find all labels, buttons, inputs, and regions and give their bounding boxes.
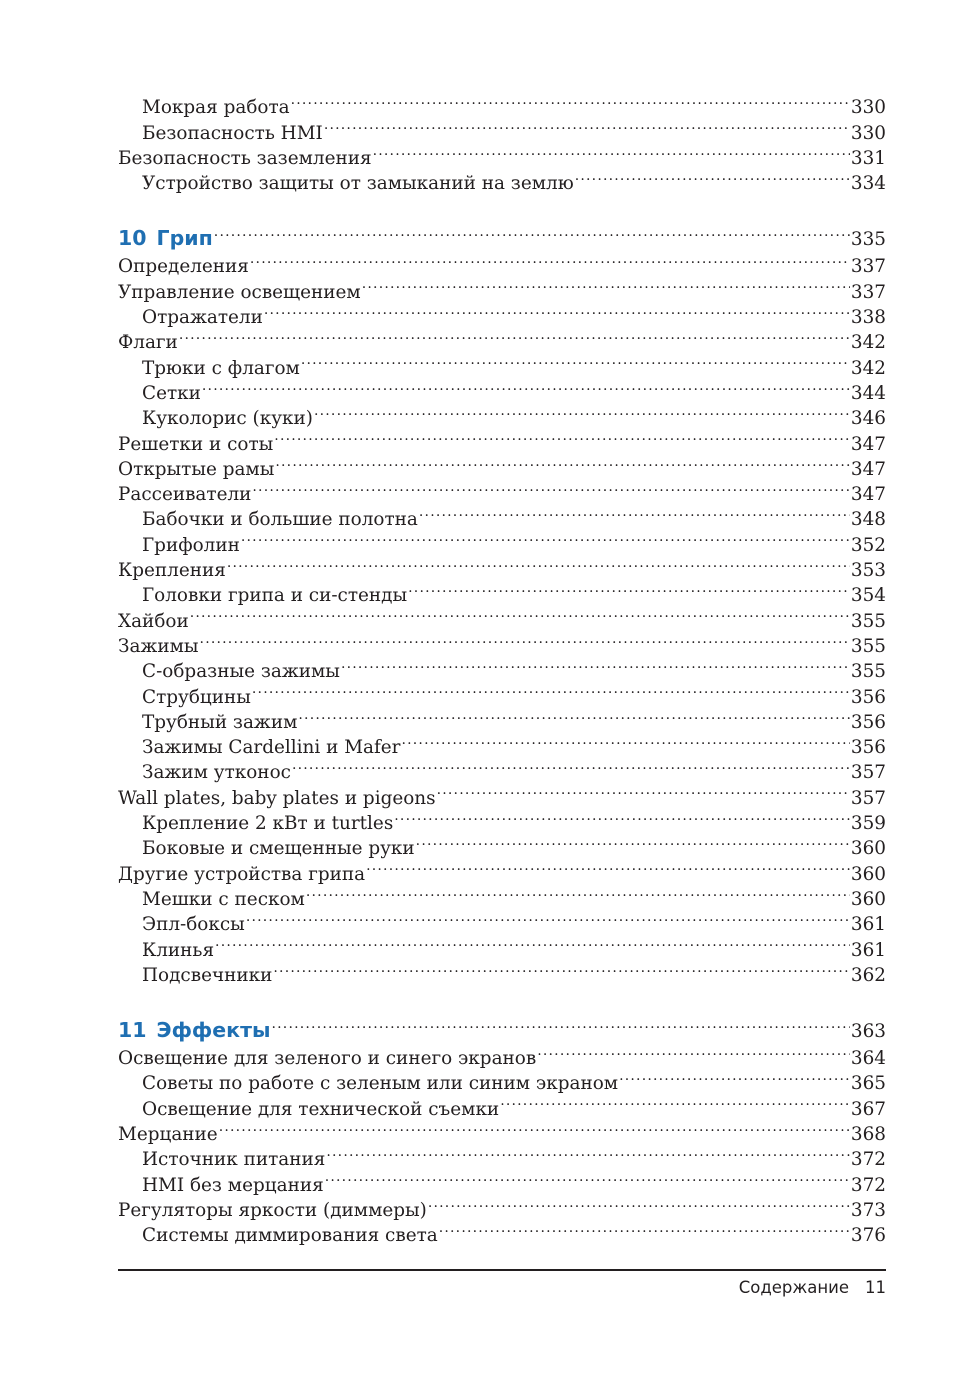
- toc-entry[interactable]: [118, 348, 886, 379]
- toc-entry-page-number: 338: [850, 307, 886, 329]
- toc-entry-title: Бабочки и большие полотна: [142, 509, 418, 531]
- toc-entry-title: Мерцание: [118, 1123, 218, 1145]
- toc-entry-title: Куколорис (куки): [142, 408, 313, 430]
- toc-entry-title: Другие устройства грипа: [118, 863, 366, 885]
- dot-leader: [291, 88, 850, 113]
- toc-entry-page-number: 356: [850, 711, 886, 733]
- dot-leader: [250, 247, 850, 272]
- dot-leader: [325, 1165, 850, 1190]
- toc-entry-page-number: 355: [850, 635, 886, 657]
- dot-leader: [437, 778, 850, 803]
- toc-entry[interactable]: [118, 601, 886, 632]
- chapter-title: Грип: [156, 226, 213, 251]
- toc-entry-title: Рассеиватели: [118, 484, 252, 506]
- toc-entry-title: Wall plates, baby plates и pigeons: [118, 787, 436, 809]
- toc-entry-title: Зажимы Cardellini и Mafer: [142, 737, 401, 759]
- toc-entry-page-number: 347: [850, 458, 886, 480]
- dot-leader: [306, 880, 850, 905]
- chapter-page-number: 363: [850, 1020, 886, 1042]
- toc-entry-title: Регуляторы яркости (диммеры): [118, 1199, 427, 1221]
- toc-entry[interactable]: [118, 88, 886, 119]
- toc-entry-title: Боковые и смещенные руки: [142, 838, 415, 860]
- dot-leader: [219, 1115, 850, 1140]
- toc-entry-title: Освещение для технической съемки: [142, 1098, 500, 1120]
- toc-entry-title: Головки грипа и си-стенды: [142, 585, 408, 607]
- table-of-contents: [118, 88, 886, 1247]
- dot-leader: [326, 1140, 850, 1165]
- toc-entry-title: Мокрая работа: [142, 97, 290, 119]
- toc-entry-title: Решетки и соты: [118, 433, 274, 455]
- toc-entry[interactable]: [118, 374, 886, 404]
- toc-entry-title: Хайбои: [118, 610, 189, 632]
- toc-entry-page-number: 361: [850, 939, 886, 961]
- chapter-number: 11: [118, 1017, 147, 1042]
- toc-entry-page-number: 353: [850, 560, 886, 582]
- toc-entry-page-number: 330: [850, 122, 886, 144]
- toc-entry-page-number: 352: [850, 534, 886, 556]
- toc-entry-page-number: 362: [850, 964, 886, 986]
- toc-entry-page-number: 376: [850, 1225, 886, 1247]
- toc-entry-page-number: 367: [850, 1098, 886, 1120]
- toc-entry-title: Клинья: [142, 939, 215, 961]
- dot-leader: [428, 1191, 850, 1216]
- toc-entry-page-number: 368: [850, 1123, 886, 1145]
- toc-entry-page-number: 361: [850, 914, 886, 936]
- chapter-page-number: 335: [850, 229, 886, 251]
- toc-entry-page-number: 337: [850, 256, 886, 278]
- toc-entry-title: Источник питания: [142, 1149, 326, 1171]
- dot-leader: [214, 215, 850, 245]
- dot-leader: [215, 930, 850, 955]
- toc-entry-page-number: 359: [850, 813, 886, 835]
- toc-entry-page-number: 354: [850, 585, 886, 607]
- toc-entry-page-number: 360: [850, 838, 886, 860]
- dot-leader: [419, 500, 850, 525]
- toc-entry-title: Системы диммирования света: [142, 1225, 438, 1247]
- toc-entry[interactable]: [118, 399, 886, 430]
- toc-entry-page-number: 372: [850, 1174, 886, 1196]
- toc-entry-title: Трубный зажим: [142, 711, 298, 733]
- dot-leader: [200, 627, 850, 652]
- dot-leader: [373, 139, 850, 164]
- toc-entry-page-number: 373: [850, 1199, 886, 1221]
- toc-entry[interactable]: [118, 930, 886, 961]
- toc-entry[interactable]: [118, 1140, 886, 1171]
- toc-entry-page-number: 364: [850, 1048, 886, 1070]
- dot-leader: [298, 703, 849, 728]
- toc-entry-title: Мешки с песком: [142, 888, 305, 910]
- toc-entry[interactable]: [118, 652, 886, 683]
- toc-entry-title: Сетки: [142, 382, 201, 404]
- dot-leader: [500, 1089, 850, 1114]
- toc-entry-page-number: 357: [850, 787, 886, 809]
- toc-entry-title: С-образные зажимы: [142, 661, 340, 683]
- toc-entry-page-number: 348: [850, 509, 886, 531]
- dot-leader: [537, 1039, 850, 1064]
- toc-entry-title: Зажим утконос: [142, 762, 291, 784]
- toc-entry-title: Устройство защиты от замыканий на землю: [142, 173, 574, 195]
- toc-entry-page-number: 347: [850, 433, 886, 455]
- dot-leader: [241, 525, 850, 550]
- dot-leader: [301, 348, 850, 373]
- toc-entry-page-number: 342: [850, 332, 886, 354]
- toc-entry-title: Струбцины: [142, 686, 251, 708]
- toc-entry[interactable]: [118, 323, 886, 354]
- dot-leader: [264, 298, 850, 323]
- dot-leader: [252, 677, 850, 702]
- toc-entry-title: Крепления: [118, 560, 226, 582]
- dot-leader: [275, 450, 850, 475]
- chapter-heading[interactable]: [118, 1007, 886, 1042]
- toc-entry-title: Советы по работе с зеленым или синим экраном: [142, 1073, 619, 1095]
- dot-leader: [619, 1064, 850, 1089]
- dot-leader: [273, 956, 849, 981]
- dot-leader: [341, 652, 850, 677]
- toc-entry-page-number: 372: [850, 1149, 886, 1171]
- toc-entry[interactable]: [118, 1115, 886, 1145]
- toc-entry-page-number: 360: [850, 888, 886, 910]
- footer-rule: [118, 1269, 886, 1271]
- dot-leader: [401, 728, 849, 753]
- toc-entry-page-number: 356: [850, 686, 886, 708]
- dot-leader: [292, 753, 850, 778]
- dot-leader: [439, 1216, 850, 1241]
- toc-entry-title: Грифолин: [142, 534, 240, 556]
- dot-leader: [246, 905, 850, 930]
- toc-entry-page-number: 355: [850, 610, 886, 632]
- toc-entry-title: HMI без мерцания: [142, 1174, 324, 1196]
- toc-entry-title: Определения: [118, 256, 249, 278]
- dot-leader: [394, 804, 850, 829]
- toc-entry-page-number: 357: [850, 762, 886, 784]
- toc-entry-title: Зажимы: [118, 635, 199, 657]
- dot-leader: [274, 424, 850, 449]
- dot-leader: [272, 1007, 850, 1037]
- footer-page-number: 11: [865, 1278, 886, 1297]
- toc-entry-title: Подсвечники: [142, 964, 273, 986]
- chapter-heading[interactable]: [118, 215, 886, 251]
- dot-leader: [190, 601, 850, 626]
- dot-leader: [362, 272, 850, 297]
- toc-entry-page-number: 344: [850, 382, 886, 404]
- toc-entry-page-number: 330: [850, 97, 886, 119]
- toc-entry-title: Отражатели: [142, 307, 263, 329]
- dot-leader: [575, 164, 850, 189]
- toc-entry[interactable]: [118, 551, 886, 582]
- toc-entry-page-number: 346: [850, 408, 886, 430]
- dot-leader: [416, 829, 850, 854]
- toc-entry-page-number: 356: [850, 737, 886, 759]
- toc-entry-page-number: 360: [850, 863, 886, 885]
- footer-section-label: Содержание: [738, 1278, 849, 1297]
- toc-entry[interactable]: [118, 576, 886, 607]
- toc-entry-page-number: 365: [850, 1073, 886, 1095]
- toc-entry-title: Эпл-боксы: [142, 914, 245, 936]
- dot-leader: [408, 576, 850, 601]
- toc-entry-title: Открытые рамы: [118, 458, 275, 480]
- toc-entry-page-number: 355: [850, 661, 886, 683]
- toc-entry-title: Трюки с флагом: [142, 357, 300, 379]
- toc-entry-title: Флаги: [118, 332, 178, 354]
- dot-leader: [202, 374, 850, 399]
- page-footer: [739, 1278, 886, 1297]
- dot-leader: [227, 551, 850, 576]
- dot-leader: [324, 113, 850, 138]
- toc-entry-page-number: 331: [850, 147, 886, 169]
- dot-leader: [314, 399, 850, 424]
- toc-entry-page-number: 347: [850, 484, 886, 506]
- dot-leader: [366, 854, 850, 879]
- toc-entry[interactable]: [118, 627, 886, 657]
- toc-entry[interactable]: [118, 956, 886, 986]
- toc-entry-title: Безопасность заземления: [118, 147, 372, 169]
- toc-entry-title: Безопасность HMI: [142, 122, 323, 144]
- toc-entry-page-number: 337: [850, 281, 886, 303]
- toc-entry-page-number: 342: [850, 357, 886, 379]
- chapter-title: Эффекты: [156, 1017, 271, 1042]
- toc-entry-title: Крепление 2 кВт и turtles: [142, 813, 394, 835]
- toc-entry-page-number: 334: [850, 173, 886, 195]
- dot-leader: [179, 323, 850, 348]
- toc-entry[interactable]: [118, 247, 886, 278]
- toc-entry-title: Управление освещением: [118, 281, 361, 303]
- toc-entry-title: Освещение для зеленого и синего экранов: [118, 1048, 537, 1070]
- dot-leader: [252, 475, 849, 500]
- chapter-number: 10: [118, 226, 147, 251]
